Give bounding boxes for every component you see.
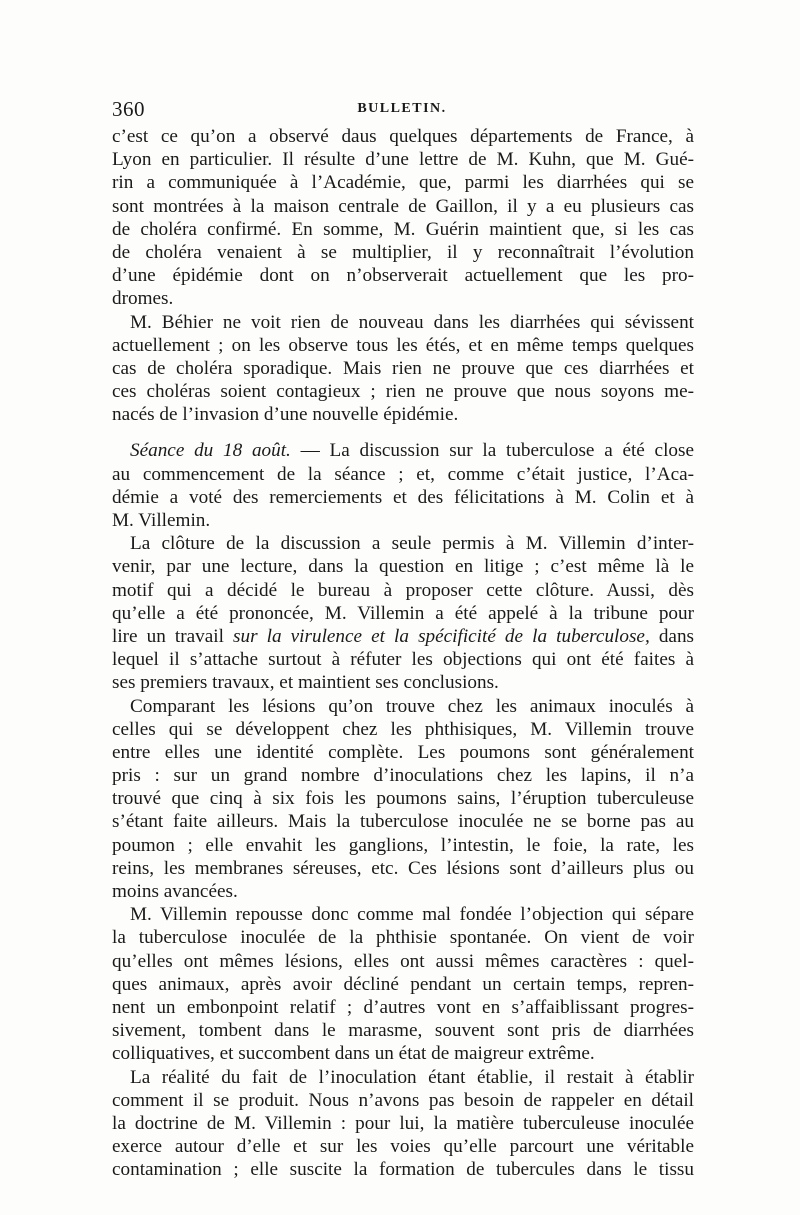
text-fragment: dans bbox=[649, 625, 695, 647]
text-line: la doctrine de M. Villemin : pour lui, la matière tuberculeuse inoculée bbox=[112, 1112, 694, 1134]
paragraph bbox=[112, 125, 694, 311]
text-line: comment il se produit. Nous n’avons pas besoin de rappeler en détail bbox=[112, 1089, 694, 1111]
paragraph bbox=[112, 311, 694, 427]
text-line bbox=[112, 625, 694, 648]
text-line: Lyon en particulier. Il résulte d’une lettre de M. Kuhn, que M. Gué- bbox=[112, 149, 694, 171]
text-line: qu’elles ont mêmes lésions, elles ont aussi mêmes caractères : quel- bbox=[112, 950, 694, 972]
text-line: sont montrées à la maison centrale de Gaillon, il y a eu plusieurs cas bbox=[112, 195, 694, 217]
paragraph-session bbox=[112, 439, 694, 532]
text-line: c’est ce qu’on a observé daus quelques départements de France, à bbox=[112, 126, 694, 147]
text-line: trouvé que cinq à six fois les poumons sains, l’éruption tuberculeuse bbox=[112, 788, 694, 810]
text-line: reins, les membranes séreuses, etc. Ces lésions sont d’ailleurs plus ou bbox=[112, 857, 694, 879]
text-line: nacés de l’invasion d’une nouvelle épidémie. bbox=[112, 404, 459, 426]
paragraph bbox=[112, 903, 694, 1065]
text-line: sivement, tombent dans le marasme, souvent sont pris de diarrhées bbox=[112, 1020, 694, 1042]
text-line: d’une épidémie dont on n’observerait actuellement que les pro- bbox=[112, 265, 694, 287]
text-line: la tuberculose inoculée de la phthisie spontanée. On vient de voir bbox=[112, 927, 694, 949]
text-line: dromes. bbox=[112, 288, 174, 310]
text-line: rin a communiquée à l’Académie, que, parmi les diarrhées qui se bbox=[112, 172, 694, 194]
text-line: M. Villemin. bbox=[112, 510, 211, 531]
text-line: de choléra venaient à se multiplier, il y reconnaîtrait l’évolution bbox=[112, 241, 694, 263]
text-line: nent un embonpoint relatif ; d’autres vont en s’affaiblissant progres- bbox=[112, 996, 694, 1018]
body-text bbox=[112, 125, 694, 1181]
text-line: M. Villemin repousse donc comme mal fondée l’objection qui sépare bbox=[130, 904, 694, 926]
text-line: motif qui a décidé le bureau à proposer cette clôture. Aussi, dès bbox=[112, 579, 694, 601]
text-line: venir, par une lecture, dans la question en litige ; c’est même là le bbox=[112, 556, 694, 578]
text-line: qu’elle a été prononcée, M. Villemin a été appelé à la tribune pour bbox=[112, 602, 694, 624]
page-header bbox=[112, 96, 692, 122]
running-title: BULLETIN. bbox=[357, 101, 447, 116]
text-line: actuellement ; on les observe tous les étés, et en même temps quelques bbox=[112, 334, 694, 356]
work-title: sur la virulence et la spécificité de la tuberculose, bbox=[233, 625, 650, 647]
paragraph bbox=[112, 695, 694, 904]
section-gap bbox=[112, 426, 694, 439]
text-line: cas de choléra sporadique. Mais rien ne prouve que ces diarrhées et bbox=[112, 357, 694, 379]
text-line: entre elles une identité complète. Les poumons sont généralement bbox=[112, 741, 694, 763]
paragraph bbox=[112, 532, 694, 694]
text-fragment: lire un travail bbox=[112, 625, 234, 647]
text-line: La réalité du fait de l’inoculation étant établie, il restait à établir bbox=[130, 1066, 694, 1088]
text-line: s’étant faite ailleurs. Mais la tuberculose inoculée ne se borne pas au bbox=[112, 811, 694, 833]
paragraph bbox=[112, 1066, 694, 1182]
text-line: ques animaux, après avoir décliné pendant un certain temps, repren- bbox=[112, 973, 694, 995]
text-line: Comparant les lésions qu’on trouve chez les animaux inoculés à bbox=[130, 695, 694, 717]
text-line bbox=[112, 439, 694, 462]
text-line: ses premiers travaux, et maintient ses conclusions. bbox=[112, 672, 499, 694]
text-line: moins avancées. bbox=[112, 881, 238, 902]
page-number: 360 bbox=[112, 97, 145, 121]
text-fragment: — La discussion sur la tuberculose a été close bbox=[290, 440, 694, 462]
text-line: lequel il s’attache surtout à réfuter les objections qui ont été faites à bbox=[112, 649, 694, 671]
text-line: pris : sur un grand nombre d’inoculations chez les lapins, il n’a bbox=[112, 765, 694, 787]
text-line: contamination ; elle suscite la formation de tubercules dans le tissu bbox=[112, 1159, 694, 1181]
text-line: ces choléras soient contagieux ; rien ne prouve que nous soyons me- bbox=[112, 381, 694, 403]
session-date: Séance du 18 août. bbox=[130, 440, 291, 462]
text-line: exerce autour d’elle et sur les voies qu’elle parcourt une véritable bbox=[112, 1136, 694, 1158]
text-line: au commencement de la séance ; et, comme c’était justice, l’Aca- bbox=[112, 463, 694, 485]
text-line: de choléra confirmé. En somme, M. Guérin maintient que, si les cas bbox=[112, 218, 694, 240]
text-line: colliquatives, et succombent dans un état de maigreur extrême. bbox=[112, 1043, 595, 1065]
text-line: La clôture de la discussion a seule permis à M. Villemin d’inter- bbox=[130, 533, 694, 555]
text-line: poumon ; elle envahit les ganglions, l’intestin, le foie, la rate, les bbox=[112, 834, 694, 856]
text-line: celles qui se développent chez les phthisiques, M. Villemin trouve bbox=[112, 718, 694, 740]
text-line: M. Béhier ne voit rien de nouveau dans les diarrhées qui sévissent bbox=[130, 311, 694, 333]
text-line: démie a voté des remerciements et des félicitations à M. Colin et à bbox=[112, 486, 694, 508]
